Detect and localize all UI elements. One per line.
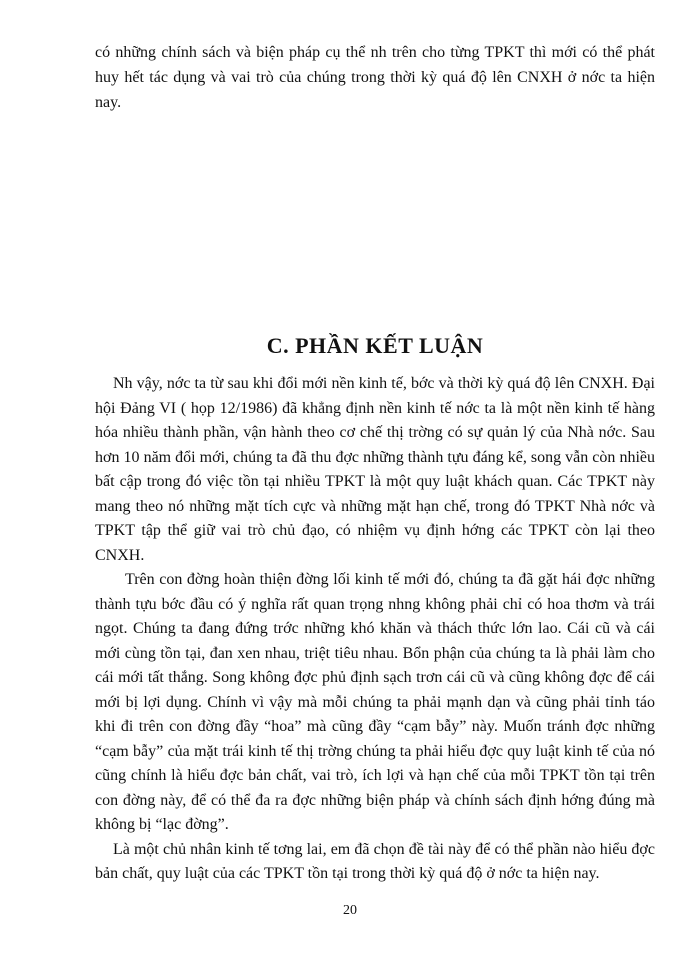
conclusion-paragraph-2: Trên con đờng hoàn thiện đờng lối kinh tế mới đó, chúng ta đã gặt hái đợc những thành tựu bớc đầu có ý nghĩa rất quan trọng nhng không phải chỉ có hoa thơm và trái ngọt. Chúng ta đang đứng trớc những khó khăn và thách thức lớn lao. Cái cũ và cái mới cùng tồn tại, đan xen nhau, triệt tiêu nhau. Bổn phận của chúng ta là phải làm cho cái mới tất thắng. Song không đợc phủ định sạch trơn cái cũ và cũng không đợc để cái mới bị lợi dụng. Chính vì vậy mà mỗi chúng ta phải mạnh dạn và cũng phải tỉnh táo khi đi trên con đờng đầy “hoa” mà cũng đầy “cạm bẫy” này. Muốn tránh đợc những “cạm bẫy” của mặt trái kinh tế thị trờng chúng ta phải hiểu đợc quy luật kinh tế của nó cũng chính là hiểu đợc bản chất, vai trò, ích lợi và hạn chế của mỗi TPKT tồn tại trên con đờng này, để có thể đa ra đợc những biện pháp và chính sách định hớng đúng mà không bị “lạc đờng”. [95,571,655,833]
page-content [95,40,655,115]
conclusion-paragraph-3: Là một chủ nhân kinh tế tơng lai, em đã chọn đề tài này để có thể phần nào hiểu đợc bản chất, quy luật của các TPKT tồn tại trong thời kỳ quá độ ở nớc ta hiện nay. [95,840,655,882]
intro-paragraph: có những chính sách và biện pháp cụ thể nh trên cho từng TPKT thì mới có thể phát huy hết tác dụng và vai trò của chúng trong thời kỳ quá độ lên CNXH ở nớc ta hiện nay. [95,44,655,111]
conclusion-body [95,372,655,887]
conclusion-paragraph-1: Nh vậy, nớc ta từ sau khi đổi mới nền kinh tế, bớc và thời kỳ quá độ lên CNXH. Đại hội Đảng VI ( họp 12/1986) đã khẳng định nền kinh tế nớc ta là một nền kinh tế hàng hóa nhiều thành phần, vận hành theo cơ chế thị trờng có sự quản lý của Nhà nớc. Sau hơn 10 năm đổi mới, chúng ta đã thu đợc những thành tựu đáng kể, song vẫn còn nhiều bất cập trong đó việc tồn tại nhiều TPKT là một quy luật khách quan. Các TPKT này mang theo nó những mặt tích cực và những mặt hạn chế, trong đó TPKT Nhà nớc và TPKT tập thể giữ vai trò chủ đạo, có nhiệm vụ định hớng các TPKT còn lại theo CNXH. [95,375,655,564]
section-title: C. PHẦN KẾT LUẬN [266,333,484,358]
page-number: 20 [343,903,357,918]
